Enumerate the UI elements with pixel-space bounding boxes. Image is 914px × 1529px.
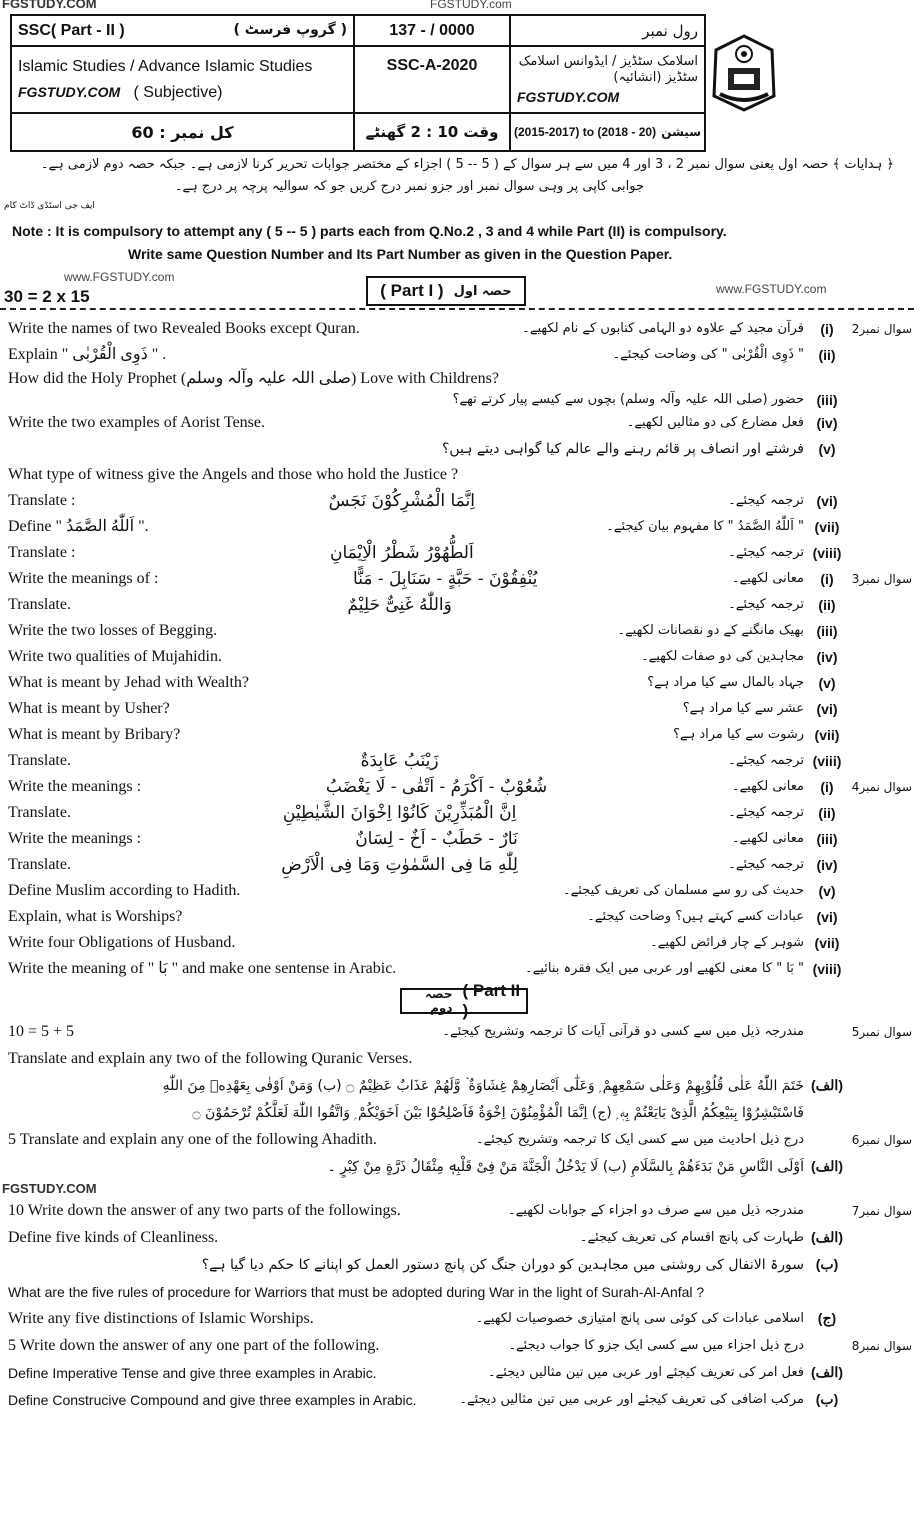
part-number: (i) xyxy=(820,779,834,795)
subject-english: Islamic Studies / Advance Islamic Studies xyxy=(18,57,313,75)
part-number: (v) xyxy=(818,883,836,899)
part1-questions xyxy=(0,316,914,982)
question-row xyxy=(0,1224,914,1251)
question-english: 5 Write down the answer of any one part of the following. xyxy=(8,1336,380,1354)
question-english: Explain " ذَوِی الْقُرْبٰی " . xyxy=(8,346,167,363)
question-right-group xyxy=(459,1390,912,1410)
question-english: Write the meaning of " بَا " and make one sentense in Arabic. xyxy=(8,960,397,977)
question-english: Translate : xyxy=(8,544,76,561)
question-row xyxy=(0,436,914,462)
question-english: Translate : xyxy=(8,492,76,509)
question-urdu: اَوْلَی النَّاسِ مَنْ بَدَءَهُمْ بِالسَّلَامِ (ب) لَا یَدْخُلُ الْجَنَّةَ مَنْ فِیْ قَلْبِهٖ مِثْقَالُ ذَرَّةٍ مِنْ کِبْرٍ ۔ xyxy=(327,1158,804,1175)
question-urdu: فرشتے اور انصاف پر قائم رہنے والے عالم کیا گواہی دیتے ہیں؟ xyxy=(441,441,804,457)
question-row xyxy=(0,878,914,904)
part-number: (الف) xyxy=(811,1229,843,1245)
question-urdu: درج ذیل اجزاء میں سے کسی ایک جزو کا جواب دیجئے۔ xyxy=(508,1337,804,1353)
question-right-group xyxy=(732,777,912,797)
question-english: 10 = 5 + 5 xyxy=(8,1022,75,1040)
note-text: Note : It is compulsory to attempt any ( 5 -- 5 ) parts each from Q.No.2 , 3 and 4 while Part (II) is compulsory. xyxy=(12,223,727,239)
question-english: Define Construcive Compound and give three examples in Arabic. xyxy=(8,1391,417,1408)
arabic-text: اِنَّمَا الْمُشْرِکُوْنَ نَجَسٌ xyxy=(328,491,475,511)
exam-code: SSC-A-2020 xyxy=(354,46,510,113)
question-urdu: اسلامی عبادات کی کوئی سی پانچ امتیازی خصوصیات لکھیے۔ xyxy=(475,1310,804,1326)
question-english: Write the meanings : xyxy=(8,778,142,795)
question-right-group xyxy=(728,855,912,875)
question-english: Translate. xyxy=(8,752,71,769)
question-english: Translate. xyxy=(8,596,71,613)
question-english: What is meant by Bribary? xyxy=(8,726,181,743)
part1-marks: 30 = 2 x 15 xyxy=(4,287,90,306)
subject-urdu: اسلامک سٹڈیز / ایڈوانس اسلامک سٹڈیز (انشائیہ) xyxy=(518,54,698,85)
question-urdu: حدیث کی رو سے مسلمان کی تعریف کیجئے۔ xyxy=(563,883,804,898)
question-urdu: خَتَمَ اللّٰهُ عَلٰی قُلُوْبِهِمْ وَعَلٰی سَمْعِهِمْ ۭ وَعَلٰٓی اَبْصَارِهِمْ غِشَاوَةٌ ۡ وَّلَهُمْ عَذَابٌ عَظِیْمٌ ۝ (ب) وَمَنْ اَوْفٰی بِعَهْدِهٖ مِنَ اللّٰهِ xyxy=(162,1077,804,1094)
instructions-urdu-2: جوابی کاپی پر وہی سوال نمبر اور جزو نمبر درج کریں جو کہ سوالیہ پرچہ پر درج ہے۔ xyxy=(174,179,644,194)
part2-questions xyxy=(0,1018,914,1413)
question-row xyxy=(0,368,914,410)
part1-label: ( Part I ) xyxy=(380,281,444,300)
part2-label-urdu: حصہ دوم xyxy=(424,987,453,1015)
instructions-urdu-1: ﴿ ہدایات ﴾ حصہ اول یعنی سوال نمبر 2 ، 3 اور 4 میں سے ہر سوال کے ( 5 -- 5 ) اجزاء کے مختصر جوابات تحریر کرنا لازمی ہے۔ جبکہ حصہ دوم لازمی ہے۔ xyxy=(40,157,894,172)
site-watermark: FGSTUDY.COM xyxy=(18,83,121,100)
question-urdu: درج ذیل احادیث میں سے کسی ایک کا ترجمہ وتشریح کیجئے۔ xyxy=(475,1131,804,1147)
question-number: سوال نمبر4 xyxy=(851,780,912,794)
question-urdu: ترجمہ کیجئے۔ xyxy=(728,545,804,560)
question-row xyxy=(0,462,914,488)
question-english: How did the Holy Prophet (صلی اللہ علیہ وآلہ وسلم) Love with Childrens? xyxy=(8,370,499,387)
question-urdu: ترجمہ کیجئے۔ xyxy=(728,597,804,612)
question-urdu: ترجمہ کیجئے۔ xyxy=(728,493,804,508)
question-right-group xyxy=(525,959,912,979)
questions-body xyxy=(0,316,914,1413)
question-urdu: معانی لکھیے۔ xyxy=(731,831,804,846)
roll-number-label: رول نمبر xyxy=(510,15,705,46)
question-row xyxy=(0,670,914,696)
question-row xyxy=(0,852,914,878)
question-urdu: سورۃ الانفال کی روشنی میں مجاہدین کو دوران جنگ کن پانچ دستور العمل کو اپنانے کا حکم دیا گیا ہے؟ xyxy=(201,1256,804,1273)
watermark: FGSTUDY.COM xyxy=(2,1181,97,1196)
part-number: (vi) xyxy=(816,493,838,509)
question-row xyxy=(0,930,914,956)
question-right-group xyxy=(627,413,912,433)
question-urdu: بھیک مانگنے کے دو نقصانات لکھیے۔ xyxy=(617,623,804,638)
question-row xyxy=(0,1126,914,1153)
part2-heading xyxy=(400,981,528,1020)
question-right-group xyxy=(563,881,912,901)
question-row xyxy=(0,826,914,852)
question-right-group xyxy=(476,1130,912,1150)
question-urdu: مندرجہ ذیل میں سے کسی دو قرآنی آیات کا ترجمہ وتشریح کیجئے۔ xyxy=(442,1023,804,1039)
divider xyxy=(0,308,914,310)
part-number: (iv) xyxy=(816,649,838,665)
question-urdu: فعل امر کی تعریف کیجئے اور عربی میں تین مثالیں دیجئے۔ xyxy=(488,1364,804,1380)
question-number: سوال نمبر3 xyxy=(851,572,912,586)
question-urdu: مجاہدین کی دو صفات لکھیے۔ xyxy=(641,649,804,664)
question-urdu: معانی لکھیے۔ xyxy=(731,571,804,586)
question-english: Define five kinds of Cleanliness. xyxy=(8,1228,219,1246)
question-right-group xyxy=(508,1336,912,1356)
part-number: (viii) xyxy=(812,961,842,977)
question-right-group xyxy=(732,829,912,849)
question-row xyxy=(0,1018,914,1045)
question-english: 5 Translate and explain any one of the following Ahadith. xyxy=(8,1130,377,1148)
question-row xyxy=(0,316,914,342)
part-number: (ii) xyxy=(818,805,836,821)
question-urdu: عشر سے کیا مراد ہے؟ xyxy=(682,701,804,716)
question-row xyxy=(0,540,914,566)
question-right-group xyxy=(522,319,912,339)
question-right-group xyxy=(476,1309,912,1329)
part-number: (i) xyxy=(820,321,834,337)
question-urdu: معانی لکھیے۔ xyxy=(731,779,804,794)
part-number: (ب) xyxy=(815,1256,839,1272)
question-row xyxy=(0,410,914,436)
question-urdu: رشوت سے کیا مراد ہے؟ xyxy=(673,727,804,742)
arabic-text: زَیْنَبُ عَابِدَةٌ xyxy=(360,751,439,771)
question-right-group xyxy=(728,751,912,771)
part-number: (vii) xyxy=(814,519,840,535)
part-number: (الف) xyxy=(811,1158,843,1174)
part-number: (ب) xyxy=(815,1391,839,1407)
question-right-group xyxy=(728,543,912,563)
part-number: (vi) xyxy=(816,701,838,717)
watermark: FGSTUDY.COM xyxy=(2,0,97,11)
question-number: سوال نمبر6 xyxy=(851,1132,912,1147)
question-row xyxy=(0,1305,914,1332)
question-urdu: " اَللّٰهُ الصَّمَدُ " کا مفہوم بیان کیجئے۔ xyxy=(606,519,804,534)
question-row xyxy=(0,1045,914,1072)
question-english: Translate and explain any two of the following Quranic Verses. xyxy=(8,1049,413,1067)
question-english: Write the names of two Revealed Books except Quran. xyxy=(8,320,360,337)
question-english: Translate. xyxy=(8,804,71,821)
exam-header-table xyxy=(10,14,706,152)
question-english: Write the two losses of Begging. xyxy=(8,622,218,639)
class-label: SSC( Part - II ) xyxy=(18,21,125,39)
question-english: 10 Write down the answer of any two parts of the followings. xyxy=(8,1201,401,1219)
question-right-group xyxy=(673,725,912,745)
session-value: (2015-2017) to (2018 - 20) xyxy=(514,125,657,139)
question-right-group xyxy=(453,390,912,410)
question-right-group xyxy=(728,803,912,823)
part-number: (iv) xyxy=(816,415,838,431)
question-english: Write the meanings of : xyxy=(8,570,159,587)
question-urdu: فَاسْتَبْشِرُوْا بِبَیْعِکُمُ الَّذِیْ بَایَعْتُمْ بِهٖ ۭ (ج) اِنَّمَا الْمُؤْمِنُوْنَ اِخْوَةٌ فَاَصْلِحُوْا بَیْنَ اَخَوَیْکُمْ ۭ وَاتَّقُوا اللّٰهَ لَعَلَّکُمْ تُرْحَمُوْنَ ۝ xyxy=(192,1104,804,1121)
question-english: Write any five distinctions of Islamic Worships. xyxy=(8,1309,314,1327)
question-right-group xyxy=(442,1022,912,1042)
question-right-group xyxy=(192,1103,912,1123)
part-number: (iii) xyxy=(816,392,838,408)
question-urdu: ترجمہ کیجئے۔ xyxy=(728,753,804,768)
part-number: (iii) xyxy=(816,623,838,639)
question-row xyxy=(0,696,914,722)
question-row xyxy=(0,1278,914,1305)
part-number: (i) xyxy=(820,571,834,587)
question-urdu: ترجمہ کیجئے۔ xyxy=(728,857,804,872)
question-row xyxy=(0,800,914,826)
question-english: Define Imperative Tense and give three examples in Arabic. xyxy=(8,1364,377,1381)
part-number: (iii) xyxy=(816,831,838,847)
question-english: What is meant by Usher? xyxy=(8,700,170,717)
question-right-group xyxy=(202,1255,912,1275)
question-english: Write two qualities of Mujahidin. xyxy=(8,648,222,665)
question-urdu: فعل مضارع کی دو مثالیں لکھیے۔ xyxy=(626,415,804,430)
question-row xyxy=(0,644,914,670)
question-number: سوال نمبر5 xyxy=(851,1024,912,1039)
question-english: Define Muslim according to Hadith. xyxy=(8,882,241,899)
question-english: What are the five rules of procedure for Warriors that must be adopted during War in the light of Surah-Al-Anfal ? xyxy=(8,1283,705,1300)
arabic-text: لِلّٰهِ مَا فِی السَّمٰوٰتِ وَمَا فِی الْاَرْضِ xyxy=(281,855,518,875)
watermark: www.FGSTUDY.com xyxy=(716,282,827,296)
question-right-group xyxy=(641,647,912,667)
question-english: What is meant by Jehad with Wealth? xyxy=(8,674,250,691)
question-row xyxy=(0,1197,914,1224)
question-urdu: " ذَوِی الْقُرْبٰی " کی وضاحت کیجئے۔ xyxy=(612,347,804,362)
question-row xyxy=(0,514,914,540)
question-right-group xyxy=(328,1157,912,1177)
question-urdu: ترجمہ کیجئے۔ xyxy=(728,805,804,820)
question-right-group xyxy=(612,345,912,365)
question-right-group xyxy=(647,673,912,693)
question-right-group xyxy=(442,439,912,459)
question-right-group xyxy=(580,1228,912,1248)
question-right-group xyxy=(683,699,912,719)
paper-code: 137 - / 0000 xyxy=(354,15,510,46)
question-english: Translate. xyxy=(8,856,71,873)
question-english: Define " اَللّٰهُ الصَّمَدُ ". xyxy=(8,518,149,535)
question-number: سوال نمبر7 xyxy=(851,1203,912,1218)
subjective-label: ( Subjective) xyxy=(133,83,223,101)
arabic-text: وَاللّٰهُ غَنِیٌّ حَلِیْمٌ xyxy=(347,595,452,615)
question-row xyxy=(0,1386,914,1413)
part-number: (الف) xyxy=(811,1364,843,1380)
part-number: (الف) xyxy=(811,1077,843,1093)
watermark: FGSTUDY.com xyxy=(430,0,512,11)
group-label: ( گروپ فرسٹ ) xyxy=(233,21,347,38)
question-right-group xyxy=(606,517,912,537)
part1-heading xyxy=(366,276,526,306)
question-number: سوال نمبر2 xyxy=(851,322,912,336)
part-number: (ج) xyxy=(817,1310,837,1326)
part-number: (vii) xyxy=(814,727,840,743)
question-row xyxy=(0,1332,914,1359)
part-number: (ii) xyxy=(818,347,836,363)
part-number: (ii) xyxy=(818,597,836,613)
question-urdu: " بَا " کا معنی لکھیے اور عربی میں ایک فقرہ بنائیے۔ xyxy=(525,961,804,976)
part1-label-urdu: حصہ اول xyxy=(453,283,512,299)
question-row xyxy=(0,722,914,748)
question-right-group xyxy=(508,1201,912,1221)
time-allowed: وقت 10 : 2 گھنٹے xyxy=(354,113,510,151)
question-row xyxy=(0,1153,914,1180)
note-text-2: Write same Question Number and Its Part Number as given in the Question Paper. xyxy=(128,246,673,262)
question-right-group xyxy=(728,491,912,511)
part-number: (viii) xyxy=(812,545,842,561)
question-english: Write four Obligations of Husband. xyxy=(8,934,236,951)
question-right-group xyxy=(163,1076,912,1096)
question-right-group xyxy=(587,907,912,927)
question-row xyxy=(0,488,914,514)
part-number: (v) xyxy=(818,441,836,457)
part-number: (vi) xyxy=(816,909,838,925)
question-row xyxy=(0,1072,914,1099)
question-urdu: شوہر کے چار فرائض لکھیے۔ xyxy=(650,935,804,950)
arabic-text: نَارٌ - حَطَبٌ - اَخٌ - لِسَانٌ xyxy=(355,829,518,849)
question-urdu: مندرجہ ذیل میں سے صرف دو اجزاء کے جوابات لکھیے۔ xyxy=(508,1202,804,1218)
question-urdu: مرکب اضافی کی تعریف کیجئے اور عربی میں تین مثالیں دیجئے۔ xyxy=(459,1391,804,1407)
question-urdu: حضور (صلی اللہ علیہ وآلہ وسلم) بچوں سے کیسے پیار کرتے تھے؟ xyxy=(452,392,804,407)
total-marks: کل نمبر : 60 xyxy=(11,113,354,151)
question-right-group xyxy=(650,933,912,953)
question-number: سوال نمبر8 xyxy=(851,1338,912,1353)
question-urdu: عبادات کسے کہتے ہیں؟ وضاحت کیجئے۔ xyxy=(587,909,804,924)
question-urdu: قرآن مجید کے علاوہ دو الہامی کتابوں کے نام لکھیے۔ xyxy=(522,321,804,336)
arabic-text: شُعُوْبٌ - اَکْرَمُ - اَتْقٰی - لَا یَغْضَبُ xyxy=(325,777,548,797)
board-logo-icon xyxy=(712,34,776,112)
part-number: (v) xyxy=(818,675,836,691)
question-urdu: طہارت کی پانچ اقسام کی تعریف کیجئے۔ xyxy=(579,1229,804,1245)
question-right-group xyxy=(617,621,912,641)
question-row xyxy=(0,904,914,930)
question-row xyxy=(0,592,914,618)
question-row xyxy=(0,956,914,982)
part-number: (viii) xyxy=(812,753,842,769)
question-english: What type of witness give the Angels and those who hold the Justice ? xyxy=(8,466,459,483)
arabic-text: اِنَّ الْمُبَذِّرِیْنَ کَانُوْا اِخْوَانَ الشَّیٰطِیْنِ xyxy=(282,803,517,823)
part2-label: ( Part II ) xyxy=(462,981,521,1020)
question-row xyxy=(0,774,914,800)
question-row xyxy=(0,1099,914,1126)
question-row xyxy=(0,566,914,592)
site-watermark: FGSTUDY.COM xyxy=(517,89,620,105)
part-number: (iv) xyxy=(816,857,838,873)
question-row xyxy=(0,1251,914,1278)
question-english: Write the two examples of Aorist Tense. xyxy=(8,414,265,431)
watermark: ایف جی اسٹڈی ڈاٹ کام xyxy=(4,201,95,211)
question-right-group xyxy=(728,595,912,615)
question-english: Explain, what is Worships? xyxy=(8,908,183,925)
arabic-text: یُنْفِقُوْنَ - حَبَّةٍ - سَنَابِلَ - مَنًّا xyxy=(353,569,538,589)
question-english: Write the meanings : xyxy=(8,830,142,847)
question-row xyxy=(0,618,914,644)
session-label: سیشن xyxy=(661,125,701,139)
question-row xyxy=(0,1359,914,1386)
question-urdu: جہاد بالمال سے کیا مراد ہے؟ xyxy=(647,675,804,690)
part-number: (vii) xyxy=(814,935,840,951)
question-row xyxy=(0,748,914,774)
question-right-group xyxy=(732,569,912,589)
question-row xyxy=(0,342,914,368)
watermark: www.FGSTUDY.com xyxy=(64,270,175,284)
question-right-group xyxy=(488,1363,912,1383)
arabic-text: اَلطُّهُوْرُ شَطْرُ الْاِیْمَانِ xyxy=(329,543,474,563)
